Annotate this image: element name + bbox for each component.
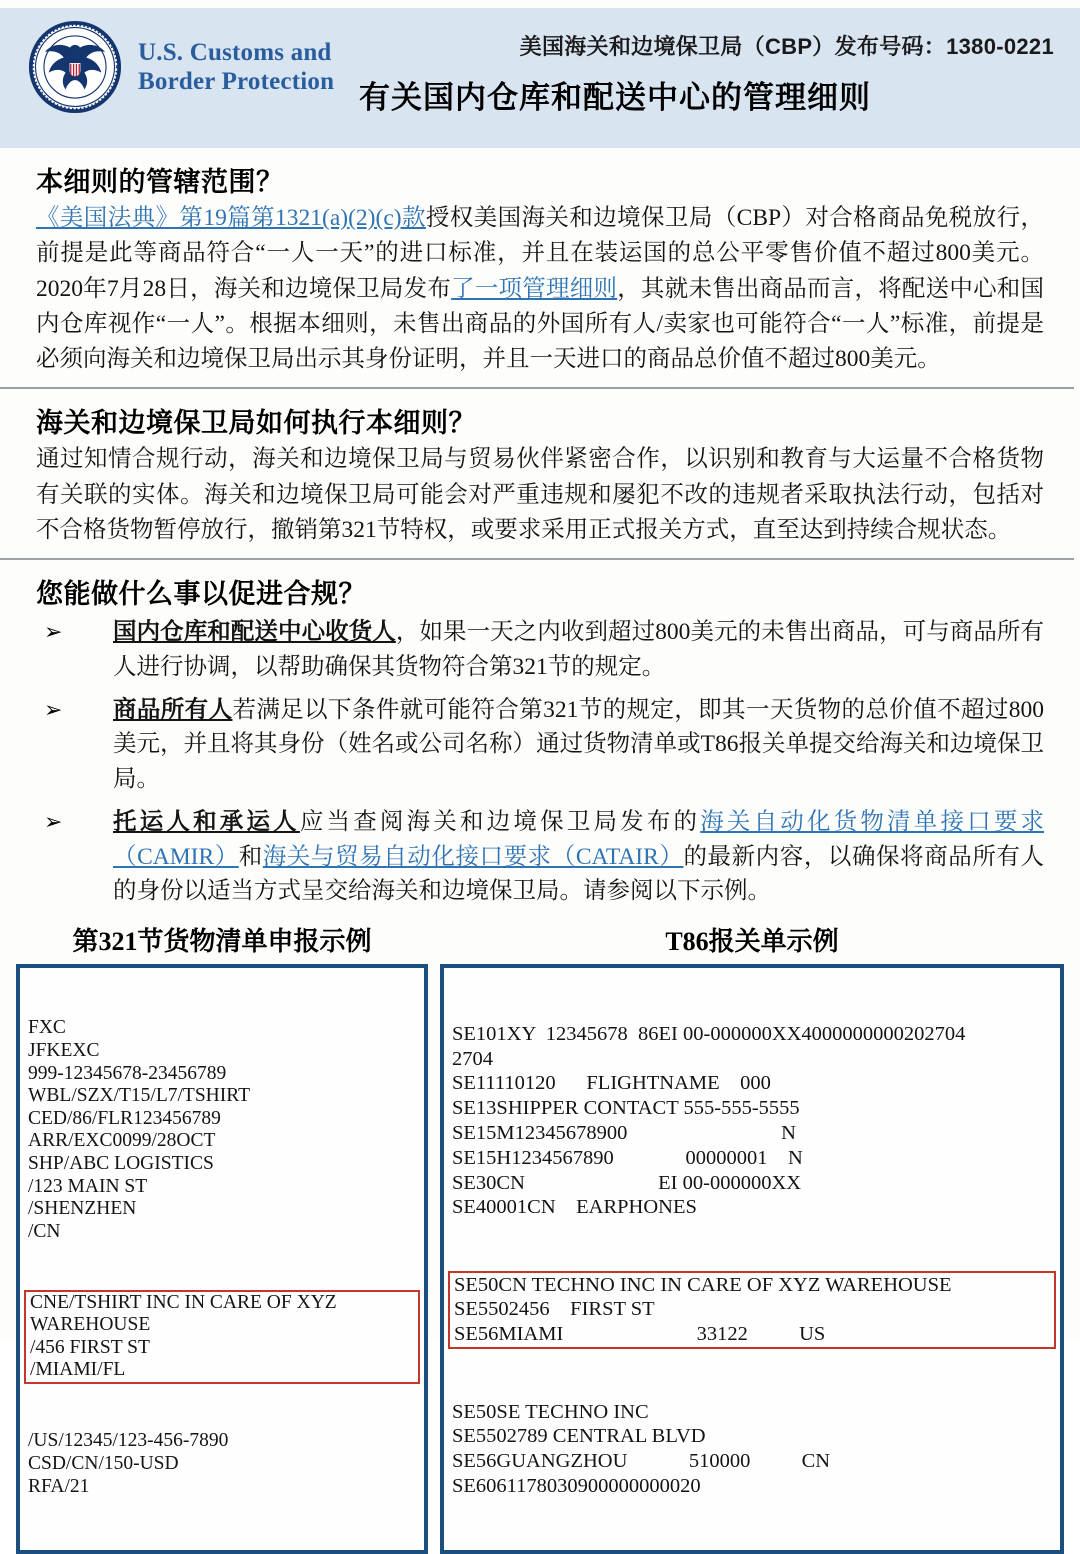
bullet-arrow-icon: ➢ [44,697,63,723]
manifest-line: CED/86/FLR123456789 [28,1107,221,1129]
bullet-arrow-icon: ➢ [44,620,63,645]
t86-line: SE101XY 12345678 86EI 00-000000XX4000000000202704 [452,1022,966,1045]
manifest-highlight-line: /MIAMI/FL [30,1359,126,1381]
document-body [0,160,1080,909]
t86-line: SE50SE TECHNO INC [452,1400,649,1423]
manifest-line: CSD/CN/150-USD [28,1452,179,1474]
t86-line: SE13SHIPPER CONTACT 555-555-5555 [452,1097,800,1120]
example-section [16,921,1064,1554]
manifest-line: /US/12345/123-456-7890 [28,1430,229,1452]
catair-link[interactable]: 海关与贸易自动化接口要求（CATAIR） [262,843,684,870]
bullet3-text1: 应当查阅海关和边境保卫局发布的 [299,808,701,835]
section1-text2: ，其就未售出商品而言，将配送中心和国内仓库视作“一人”。根据本细则，未售出商品的外国所有人/卖家也可能符合“一人”标准，前提是必须向海关和边境保卫局出示其身份证明，并且一天进口的商品总价值不超过800美元。 [36,275,1045,372]
bullet3-lead: 托运人和承运人 [113,808,300,835]
t86-highlight-line: SE50CN TECHNO INC IN CARE OF XYZ WAREHOUSE [454,1273,952,1296]
bullet-shippers-carriers [36,805,1044,909]
t86-lines-bottom [452,1400,1052,1499]
section321-manifest-box [16,964,428,1554]
t86-line: SE15H1234567890 00000001 N [452,1146,803,1169]
manifest-line: /SHENZHEN [28,1198,137,1220]
t86-line: SE15M12345678900 N [452,1121,796,1144]
usc-1321-link[interactable]: 《美国法典》第19篇第1321(a)(2)(c)款 [36,205,426,231]
ruling-link[interactable]: 了一项管理细则 [451,275,618,302]
manifest-lines-bottom [28,1430,416,1498]
bullet3-text3: 的最新内容，以确保将商品所有人的身份以适当方式呈交给海关和边境保卫局。请参阅以下示例。 [113,843,1045,905]
t86-line: SE30CN EI 00-000000XX [452,1171,802,1194]
manifest-line: FXC [28,1017,66,1039]
bullet1-text: ，如果一天之内收到超过800美元的未售出商品，可与商品所有人进行协调，以帮助确保其货物符合第321节的规定。 [113,619,1045,680]
manifest-highlight-line: /456 FIRST ST [30,1336,150,1358]
t86-line: SE6061178030900000000020 [452,1475,701,1498]
section2-heading: 海关和边境保卫局如何执行本细则？ [36,408,476,439]
document-title: 有关国内仓库和配送中心的管理细则 [359,80,871,115]
cbp-seal-icon [28,20,122,114]
section321-example-column [16,921,428,1554]
manifest-lines-top [28,1017,416,1243]
t86-line: SE5502789 CENTRAL BLVD [452,1425,706,1448]
bullet-owners [36,693,1044,797]
section1-paragraph [36,201,1044,377]
manifest-line: ARR/EXC0099/28OCT [28,1130,216,1152]
section321-example-title: 第321节货物清单申报示例 [72,927,372,957]
section2-paragraph: 通过知情合规行动，海关和边境保卫局与贸易伙伴紧密合作，以识别和教育与大运量不合格货物有关联的实体。海关和边境保卫局可能会对严重违规和屡犯不改的违规者采取执法行动，包括对不合格货物暂停放行，撤销第321节特权，或要求采用正式报关方式，直至达到持续合规状态。 [36,446,1044,543]
manifest-highlight-line: WAREHOUSE [30,1314,151,1336]
t86-highlight-line: SE56MIAMI 33122 US [454,1323,826,1346]
manifest-line: RFA/21 [28,1475,90,1497]
document-header [0,8,1080,148]
publication-number: 美国海关和边境保卫局（CBP）发布号码：1380-0221 [519,34,1054,59]
manifest-highlight-line: CNE/TSHIRT INC IN CARE OF XYZ [30,1291,337,1313]
t86-line: SE40001CN EARPHONES [452,1196,697,1219]
compliance-bullet-list [36,615,1044,909]
manifest-line: /123 MAIN ST [28,1175,148,1197]
section1-heading: 本细则的管辖范围？ [36,167,284,197]
t86-entry-box [440,964,1064,1554]
cbp-logo-line1: U.S. Customs and [138,38,332,66]
t86-example-title: T86报关单示例 [665,927,839,957]
t86-line: 2704 [452,1047,493,1070]
t86-highlight-line: SE5502456 FIRST ST [454,1298,655,1321]
bullet-consignees [36,615,1044,685]
t86-lines-top [452,1022,1052,1220]
section1-text1: 授权美国海关和边境保卫局（CBP）对合格商品免税放行，前提是此等商品符合“一人一天”的进口标准，并且在装运国的总公平零售价值不超过800美元。2020年7月28日，海关和边境保卫局发布 [36,205,1044,302]
bullet2-lead: 商品所有人 [113,696,233,723]
camir-link[interactable]: 海关自动化货物清单接口要求（CAMIR） [113,808,1045,870]
bullet1-lead: 国内仓库和配送中心收货人 [113,619,396,645]
owner-highlight-box [448,1271,1056,1349]
t86-line: SE11110120 FLIGHTNAME 000 [452,1072,771,1095]
bullet-arrow-icon: ➢ [44,809,63,835]
manifest-line: /CN [28,1220,61,1242]
section3-heading: 您能做什么事以促进合规？ [36,579,366,609]
t86-example-column [440,921,1064,1554]
cbp-logo-line2: Border Protection [138,68,335,95]
manifest-line: 999-12345678-23456789 [28,1062,227,1084]
section-divider [0,387,1074,389]
t86-line: SE56GUANGZHOU 510000 CN [452,1450,831,1473]
section-divider [0,558,1074,560]
manifest-line: SHP/ABC LOGISTICS [28,1153,214,1174]
manifest-line: WBL/SZX/T15/L7/TSHIRT [28,1085,250,1107]
bullet3-text2: 和 [238,843,263,870]
consignee-highlight-box [24,1290,420,1384]
bullet2-text: 若满足以下条件就可能符合第321节的规定，即其一天货物的总价值不超过800美元，并且将其身份（姓名或公司名称）通过货物清单或T86报关单提交给海关和边境保卫局。 [113,696,1045,793]
manifest-line: JFKEXC [28,1039,100,1061]
